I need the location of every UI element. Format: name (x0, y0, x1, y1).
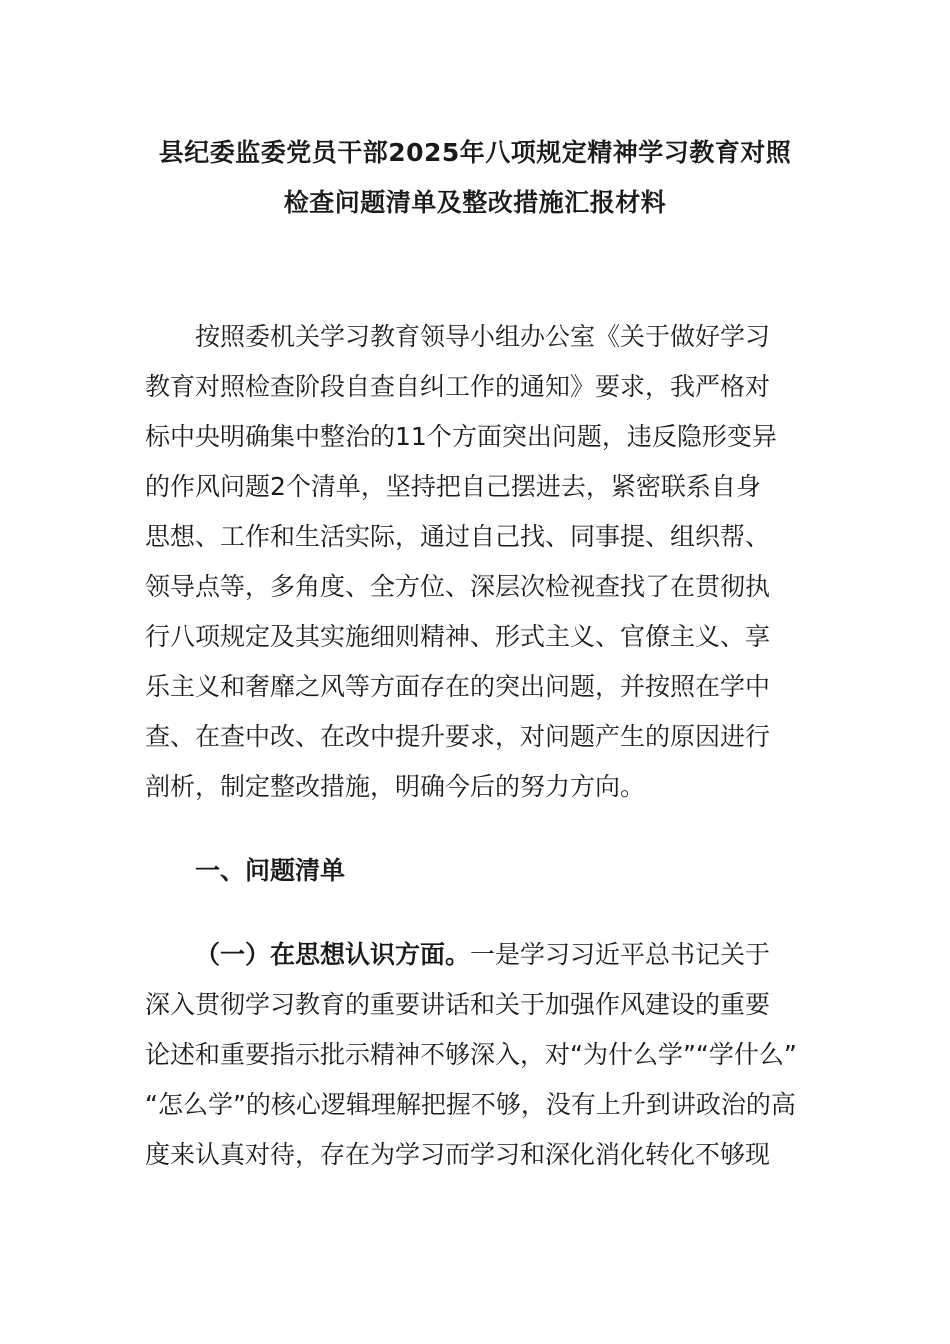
paragraph-line (145, 930, 805, 980)
paragraph-line: 深入贯彻学习教育的重要讲话和关于加强作风建设的重要 (145, 990, 771, 1019)
section-heading: 一、问题清单 (195, 856, 346, 885)
paragraph-line: 标中央明确集中整治的11个方面突出问题，违反隐形变异 (145, 422, 777, 451)
paragraph-text: 一是学习习近平总书记关于 (470, 940, 771, 969)
intro-paragraph (145, 312, 805, 812)
paragraph-line: 领导点等，多角度、全方位、深层次检视查找了在贯彻执 (145, 572, 771, 601)
document-title (110, 128, 840, 228)
paragraph-line: 教育对照检查阶段自查自纠工作的通知》要求，我严格对 (145, 372, 771, 401)
paragraph-line: “怎么学”的核心逻辑理解把握不够，没有上升到讲政治的高 (145, 1090, 796, 1119)
subsection-paragraph (145, 930, 805, 1180)
paragraph-line: 度来认真对待，存在为学习而学习和深化消化转化不够现 (145, 1140, 771, 1169)
paragraph-line: 乐主义和奢靡之风等方面存在的突出问题，并按照在学中 (145, 672, 771, 701)
paragraph-line: 论述和重要指示批示精神不够深入，对“为什么学”“学什么” (145, 1040, 797, 1069)
paragraph-line: 思想、工作和生活实际，通过自己找、同事提、组织帮、 (145, 522, 771, 551)
paragraph-line: 的作风问题2个清单，坚持把自己摆进去，紧密联系自身 (145, 472, 761, 501)
paragraph-line: 按照委机关学习教育领导小组办公室《关于做好学习 (195, 322, 771, 351)
paragraph-line: 剖析，制定整改措施，明确今后的努力方向。 (145, 772, 646, 801)
paragraph-line: 查、在查中改、在改中提升要求，对问题产生的原因进行 (145, 722, 771, 751)
title-line: 检查问题清单及整改措施汇报材料 (283, 188, 667, 217)
subsection-heading: （一）在思想认识方面。 (195, 940, 471, 969)
title-line: 县纪委监委党员干部2025年八项规定精神学习教育对照 (158, 138, 792, 167)
paragraph-line: 行八项规定及其实施细则精神、形式主义、官僚主义、享 (145, 622, 771, 651)
